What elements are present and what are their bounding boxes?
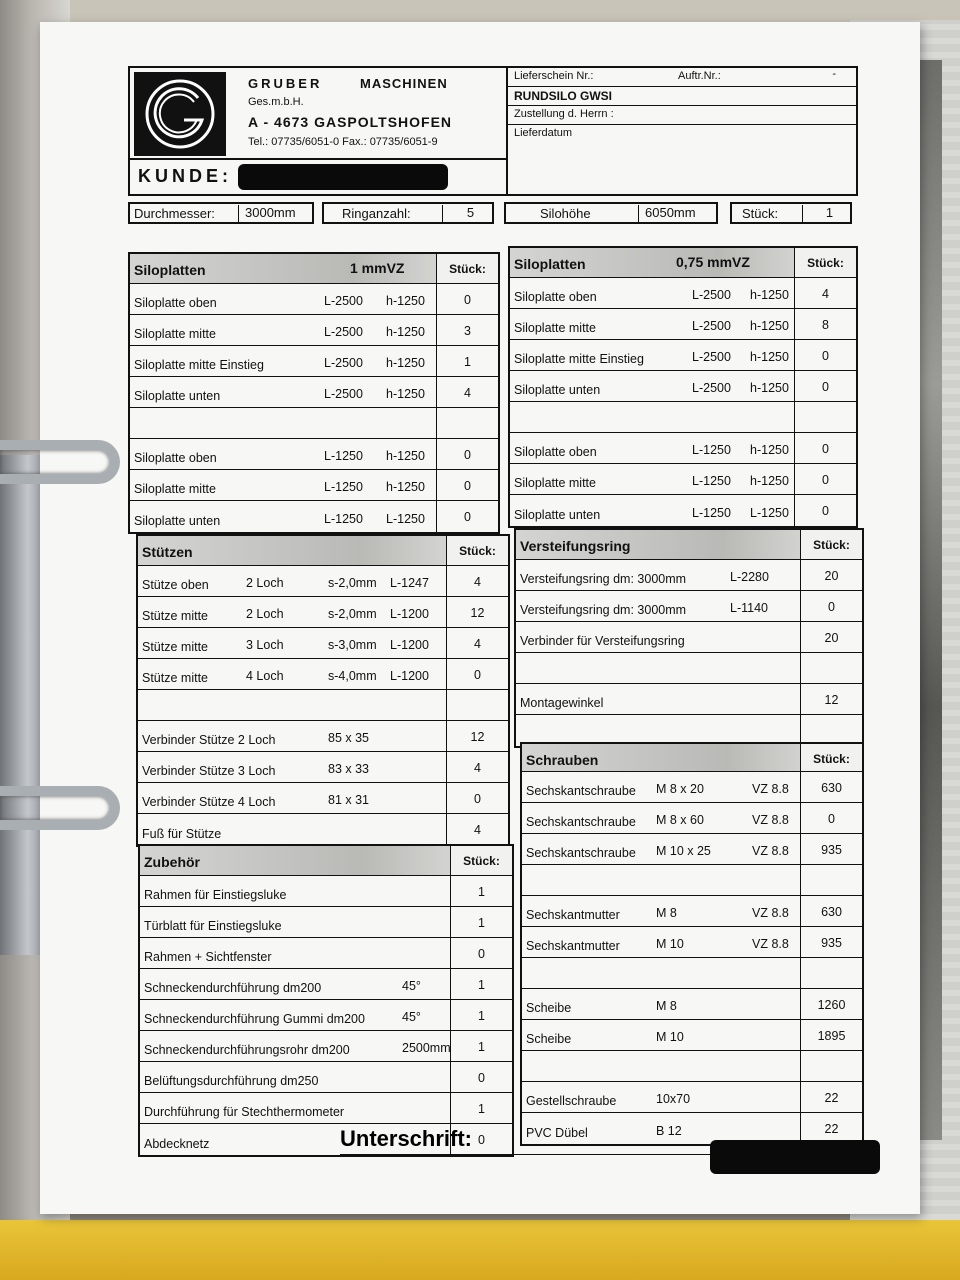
item-height: h-1250 [750, 288, 789, 302]
order-number-value: - [832, 68, 836, 80]
zubehoer-title: Zubehör [144, 854, 200, 870]
versteifungsring-row [516, 560, 862, 591]
item-holes: 2 Loch [246, 576, 284, 590]
siloplatten-075mm-title: Siloplatten [514, 256, 586, 272]
item-quantity: 1 [450, 907, 512, 937]
item-thickness: 83 x 33 [328, 762, 370, 776]
item-holes: 2 Loch [246, 607, 284, 621]
item-quantity: 1260 [800, 989, 862, 1019]
product-row [508, 87, 856, 106]
item-thickness: s-4,0mm [328, 669, 377, 683]
siloplatten-1mm-spec: 1 mmVZ [350, 260, 405, 276]
item-label: Rahmen für Einstiegsluke [144, 888, 287, 902]
item-quantity [446, 690, 508, 720]
item-grade: VZ 8.8 [752, 813, 789, 827]
item-quantity: 0 [450, 1124, 512, 1155]
item-label: Stütze oben [142, 578, 209, 592]
item-quantity [800, 958, 862, 988]
item-quantity: 0 [450, 938, 512, 968]
item-length: L-2500 [692, 381, 731, 395]
item-size: M 8 x 20 [656, 782, 704, 796]
stuetzen-row [138, 628, 508, 659]
binder-ring-bottom [0, 786, 120, 830]
item-height: h-1250 [386, 294, 425, 308]
item-size: M 10 x 25 [656, 844, 711, 858]
item-spec: 45° [402, 979, 421, 993]
item-quantity: 0 [436, 470, 498, 500]
stuetzen-row [138, 659, 508, 690]
versteifungsring-row [516, 653, 862, 684]
zubehoer-table [138, 844, 514, 1157]
stuetzen-row [138, 721, 508, 752]
diameter-value: 3000mm [238, 205, 296, 223]
versteifungsring-row [516, 684, 862, 715]
company-block [128, 66, 508, 196]
item-length: L-2500 [692, 288, 731, 302]
item-label: Durchführung für Stechthermometer [144, 1105, 345, 1119]
versteifungsring-row [516, 591, 862, 622]
delivery-number-row [508, 68, 856, 87]
item-quantity: 22 [800, 1082, 862, 1112]
item-quantity: 935 [800, 834, 862, 864]
item-quantity: 0 [436, 501, 498, 532]
item-quantity: 0 [794, 371, 856, 401]
recipient-label: Zustellung d. Herrn : [514, 108, 614, 120]
item-quantity: 0 [794, 464, 856, 494]
item-length: L-1250 [692, 474, 731, 488]
item-length: L-1250 [692, 506, 731, 520]
item-height: h-1250 [750, 350, 789, 364]
order-number-label: Auftr.Nr.: [678, 70, 721, 82]
versteifungsring-qty-header: Stück: [800, 530, 862, 559]
item-quantity: 12 [800, 684, 862, 714]
schrauben-row [522, 865, 862, 896]
item-grade: VZ 8.8 [752, 937, 789, 951]
versteifungsring-header [516, 530, 862, 560]
item-quantity: 0 [794, 495, 856, 526]
zubehoer-row [140, 969, 512, 1000]
item-quantity: 0 [450, 1062, 512, 1092]
item-label: Siloplatte oben [134, 451, 217, 465]
zubehoer-row [140, 1093, 512, 1124]
item-label: Siloplatte unten [514, 383, 601, 397]
company-address: A - 4673 GASPOLTSHOFEN [248, 114, 453, 130]
siloplatten-1mm-row [130, 439, 498, 470]
siloplatten-1mm-table [128, 252, 500, 534]
siloplatten-075mm-rows [510, 278, 856, 526]
item-size: M 8 [656, 906, 677, 920]
item-quantity: 1 [450, 1093, 512, 1123]
item-length: L-1140 [730, 601, 768, 615]
customer-label: KUNDE: [138, 166, 232, 186]
item-label: Siloplatte mitte [134, 327, 216, 341]
siloplatten-075mm-row [510, 433, 856, 464]
item-label: Abdecknetz [144, 1137, 210, 1151]
item-label: Siloplatte oben [514, 445, 597, 459]
silo-height-field [504, 202, 718, 224]
signature-label: Unterschrift: [340, 1126, 473, 1151]
schrauben-row [522, 803, 862, 834]
siloplatten-1mm-row [130, 408, 498, 439]
item-length: L-1200 [390, 638, 429, 652]
item-thickness: 81 x 31 [328, 793, 370, 807]
item-quantity [800, 1051, 862, 1081]
schrauben-row [522, 896, 862, 927]
siloplatten-075mm-row [510, 495, 856, 526]
item-label: Stütze mitte [142, 609, 208, 623]
siloplatten-1mm-row [130, 470, 498, 501]
item-label: Siloplatte unten [514, 508, 601, 522]
item-grade: VZ 8.8 [752, 782, 789, 796]
stuetzen-row [138, 566, 508, 597]
item-height: h-1250 [386, 325, 425, 339]
item-label: Verbinder Stütze 2 Loch [142, 733, 276, 747]
item-label: Belüftungsdurchführung dm250 [144, 1074, 319, 1088]
item-length: L-1247 [390, 576, 429, 590]
item-length: L-2280 [730, 570, 769, 584]
item-quantity [800, 653, 862, 683]
stuetzen-qty-header: Stück: [446, 536, 508, 565]
item-length: L-2500 [692, 319, 731, 333]
item-label: Siloplatte mitte [134, 482, 216, 496]
zubehoer-row [140, 907, 512, 938]
binder-cover-edge [0, 1220, 960, 1280]
item-label: Verbinder Stütze 3 Loch [142, 764, 276, 778]
item-quantity [794, 402, 856, 432]
item-length: L-1200 [390, 669, 429, 683]
item-label: Sechskantschraube [526, 784, 636, 798]
item-grade: VZ 8.8 [752, 844, 789, 858]
stuetzen-row [138, 690, 508, 721]
stuetzen-title: Stützen [142, 544, 193, 560]
item-label: Siloplatte mitte Einstieg [134, 358, 264, 372]
schrauben-title: Schrauben [526, 752, 599, 768]
stuetzen-row [138, 783, 508, 814]
item-label: Sechskantmutter [526, 939, 620, 953]
company-logo [134, 72, 226, 156]
item-height: h-1250 [750, 474, 789, 488]
item-label: Siloplatte mitte [514, 476, 596, 490]
binder-ring-top [0, 440, 120, 484]
silo-height-value: 6050mm [638, 205, 696, 223]
zubehoer-qty-header: Stück: [450, 846, 512, 875]
zubehoer-rows [140, 876, 512, 1155]
item-quantity: 0 [436, 439, 498, 469]
schrauben-row [522, 772, 862, 803]
item-size: M 8 x 60 [656, 813, 704, 827]
item-length: L-2500 [692, 350, 731, 364]
item-label: Schneckendurchführung Gummi dm200 [144, 1012, 365, 1026]
schrauben-row [522, 989, 862, 1020]
item-size: 10x70 [656, 1092, 691, 1106]
item-height: h-1250 [750, 319, 789, 333]
item-label: Stütze mitte [142, 640, 208, 654]
schrauben-rows [522, 772, 862, 1144]
item-label: Siloplatte oben [134, 296, 217, 310]
zubehoer-row [140, 938, 512, 969]
item-quantity: 4 [446, 566, 508, 596]
item-label: Verbinder Stütze 4 Loch [142, 795, 276, 809]
company-legal-form: Ges.m.b.H. [248, 96, 304, 108]
item-quantity: 935 [800, 927, 862, 957]
item-label: Sechskantmutter [526, 908, 620, 922]
delivery-info-block [508, 66, 858, 196]
item-quantity [800, 865, 862, 895]
schrauben-table [520, 742, 864, 1146]
item-label: Montagewinkel [520, 696, 604, 710]
item-label: Türblatt für Einstiegsluke [144, 919, 282, 933]
item-height: h-1250 [386, 387, 425, 401]
item-quantity: 4 [794, 278, 856, 308]
item-label: Sechskantschraube [526, 846, 636, 860]
item-size: M 10 [656, 1030, 684, 1044]
siloplatten-1mm-row [130, 501, 498, 532]
schrauben-row [522, 1082, 862, 1113]
signature-redaction [710, 1140, 880, 1174]
item-thickness: 85 x 35 [328, 731, 370, 745]
schrauben-qty-header: Stück: [800, 744, 862, 771]
schrauben-row [522, 834, 862, 865]
stuetzen-row [138, 597, 508, 628]
item-quantity: 1 [450, 969, 512, 999]
product-name: RUNDSILO GWSI [514, 89, 612, 103]
item-length: L-2500 [324, 387, 363, 401]
item-quantity: 0 [794, 433, 856, 463]
item-label: Siloplatte mitte Einstieg [514, 352, 644, 366]
item-quantity: 1 [450, 1031, 512, 1061]
item-label: PVC Dübel [526, 1126, 588, 1140]
siloplatten-075mm-table [508, 246, 858, 528]
siloplatten-1mm-row [130, 346, 498, 377]
item-quantity [436, 408, 498, 438]
zubehoer-row [140, 1062, 512, 1093]
company-phone-fax: Tel.: 07735/6051-0 Fax.: 07735/6051-9 [248, 136, 438, 148]
item-label: Verbinder für Versteifungsring [520, 634, 685, 648]
siloplatten-075mm-row [510, 402, 856, 433]
item-quantity: 20 [800, 622, 862, 652]
siloplatten-075mm-row [510, 309, 856, 340]
item-quantity: 0 [446, 659, 508, 689]
item-label: Stütze mitte [142, 671, 208, 685]
customer-name-redaction [238, 164, 448, 190]
piece-count-value: 1 [802, 205, 850, 223]
item-quantity: 1895 [800, 1020, 862, 1050]
item-thickness: s-2,0mm [328, 607, 377, 621]
item-quantity: 4 [446, 752, 508, 782]
item-quantity: 0 [800, 803, 862, 833]
schrauben-row [522, 1051, 862, 1082]
item-height: h-1250 [386, 449, 425, 463]
stuetzen-row [138, 814, 508, 845]
stuetzen-row [138, 752, 508, 783]
item-length: L-2500 [324, 294, 363, 308]
customer-row [130, 158, 506, 194]
item-spec: 45° [402, 1010, 421, 1024]
diameter-label: Durchmesser: [134, 206, 215, 221]
item-length: L-1250 [324, 480, 363, 494]
item-size: B 12 [656, 1124, 682, 1138]
diameter-field [128, 202, 314, 224]
item-label: Versteifungsring dm: 3000mm [520, 572, 687, 586]
siloplatten-075mm-row [510, 371, 856, 402]
item-height: L-1250 [750, 506, 789, 520]
item-label: Siloplatte unten [134, 389, 221, 403]
siloplatten-1mm-header [130, 254, 498, 284]
company-name: GRUBER [248, 76, 323, 91]
zubehoer-row [140, 1031, 512, 1062]
schrauben-header [522, 742, 862, 772]
delivery-date-row [508, 125, 856, 144]
company-name-machines: MASCHINEN [360, 76, 448, 91]
siloplatten-1mm-qty-header: Stück: [436, 254, 498, 283]
piece-count-label: Stück: [742, 206, 779, 221]
item-length: L-1250 [324, 512, 363, 526]
zubehoer-row [140, 1000, 512, 1031]
item-spec: 2500mm [402, 1041, 451, 1055]
stuetzen-rows [138, 566, 508, 845]
piece-count-field [730, 202, 852, 224]
item-label: Scheibe [526, 1001, 572, 1015]
siloplatten-075mm-row [510, 278, 856, 309]
item-length: L-1250 [324, 449, 363, 463]
zubehoer-row [140, 876, 512, 907]
item-height: h-1250 [750, 381, 789, 395]
item-length: L-1250 [692, 443, 731, 457]
item-label: Scheibe [526, 1032, 572, 1046]
recipient-row [508, 106, 856, 125]
item-quantity: 8 [794, 309, 856, 339]
item-label: Gestellschraube [526, 1094, 617, 1108]
item-holes: 4 Loch [246, 669, 284, 683]
item-length: L-2500 [324, 356, 363, 370]
schrauben-row [522, 927, 862, 958]
versteifungsring-table [514, 528, 864, 748]
item-size: M 8 [656, 999, 677, 1013]
item-thickness: s-2,0mm [328, 576, 377, 590]
siloplatten-1mm-row [130, 315, 498, 346]
dimensions-row [128, 198, 858, 228]
item-quantity: 4 [446, 814, 508, 845]
siloplatten-1mm-title: Siloplatten [134, 262, 206, 278]
item-label: Schneckendurchführung dm200 [144, 981, 322, 995]
item-height: h-1250 [750, 443, 789, 457]
item-label: Rahmen + Sichtfenster [144, 950, 272, 964]
item-quantity: 4 [446, 628, 508, 658]
item-quantity: 1 [450, 876, 512, 906]
item-quantity: 0 [446, 783, 508, 813]
item-holes: 3 Loch [246, 638, 284, 652]
item-height: h-1250 [386, 356, 425, 370]
delivery-date-label: Lieferdatum [514, 127, 573, 139]
ring-count-value: 5 [442, 205, 492, 223]
item-quantity: 4 [436, 377, 498, 407]
silo-height-label: Silohöhe [540, 206, 591, 221]
item-label: Versteifungsring dm: 3000mm [520, 603, 687, 617]
siloplatten-075mm-row [510, 340, 856, 371]
schrauben-row [522, 958, 862, 989]
stuetzen-header [138, 536, 508, 566]
schrauben-row [522, 1020, 862, 1051]
item-height: L-1250 [386, 512, 425, 526]
delivery-note-sheet [40, 22, 920, 1214]
item-label: Siloplatte unten [134, 514, 221, 528]
siloplatten-1mm-row [130, 377, 498, 408]
item-size: M 10 [656, 937, 684, 951]
item-quantity: 1 [436, 346, 498, 376]
versteifungsring-title: Versteifungsring [520, 538, 631, 554]
versteifungsring-rows [516, 560, 862, 746]
item-grade: VZ 8.8 [752, 906, 789, 920]
item-label: Sechskantschraube [526, 815, 636, 829]
item-thickness: s-3,0mm [328, 638, 377, 652]
form-header [128, 66, 858, 196]
item-quantity: 0 [436, 284, 498, 314]
item-height: h-1250 [386, 480, 425, 494]
item-quantity: 1 [450, 1000, 512, 1030]
item-quantity: 0 [794, 340, 856, 370]
item-label: Schneckendurchführungsrohr dm200 [144, 1043, 350, 1057]
versteifungsring-row [516, 622, 862, 653]
ring-count-label: Ringanzahl: [342, 206, 411, 221]
item-label: Siloplatte mitte [514, 321, 596, 335]
item-quantity: 20 [800, 560, 862, 590]
zubehoer-header [140, 846, 512, 876]
item-quantity: 12 [446, 721, 508, 751]
stuetzen-table [136, 534, 510, 847]
siloplatten-1mm-row [130, 284, 498, 315]
siloplatten-075mm-qty-header: Stück: [794, 248, 856, 277]
ring-count-field [322, 202, 494, 224]
item-quantity: 630 [800, 772, 862, 802]
siloplatten-075mm-row [510, 464, 856, 495]
siloplatten-1mm-rows [130, 284, 498, 532]
item-quantity: 0 [800, 591, 862, 621]
item-label: Fuß für Stütze [142, 827, 222, 841]
item-quantity: 3 [436, 315, 498, 345]
item-quantity: 12 [446, 597, 508, 627]
item-length: L-1200 [390, 607, 429, 621]
item-length: L-2500 [324, 325, 363, 339]
delivery-number-label: Lieferschein Nr.: [514, 70, 594, 82]
item-label: Siloplatte oben [514, 290, 597, 304]
item-quantity: 22 [800, 1113, 862, 1144]
item-quantity: 630 [800, 896, 862, 926]
siloplatten-075mm-spec: 0,75 mmVZ [676, 254, 750, 270]
siloplatten-075mm-header [510, 248, 856, 278]
